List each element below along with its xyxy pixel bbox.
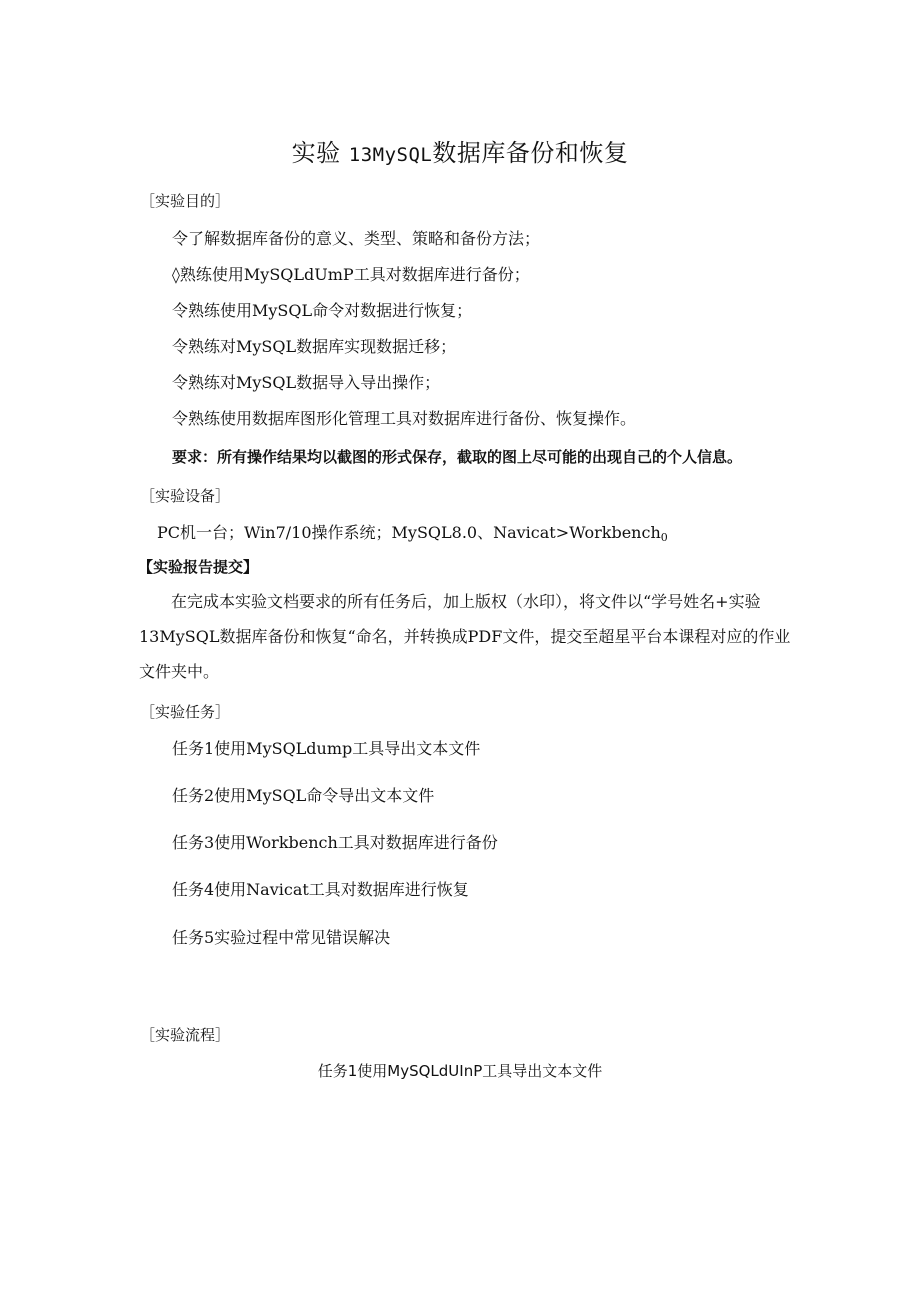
task-item: 任务3使用Workbench工具对数据库进行备份 — [172, 833, 498, 852]
report-paragraph — [139, 584, 799, 689]
title-suffix: 数据库备份和恢复 — [432, 139, 629, 167]
goal-item: 令熟练对MySQL数据导入导出操作； — [172, 373, 441, 392]
goal-item: ◊熟练使用MySQLdUmP工具对数据库进行备份； — [172, 265, 530, 284]
report-heading: 【实验报告提交】 — [138, 558, 259, 576]
goal-item: 令熟练使用数据库图形化管理工具对数据库进行备份、恢复操作。 — [172, 409, 637, 428]
goal-item: 令熟练对MySQL数据库实现数据迁移； — [172, 337, 457, 356]
process-heading: ［实验流程］ — [140, 1026, 231, 1044]
title-prefix: 实验 — [291, 139, 341, 167]
task-item: 任务1使用MySQLdump工具导出文本文件 — [172, 739, 481, 758]
process-subtitle: 任务1使用MySQLdUInP工具导出文本文件 — [317, 1062, 603, 1080]
equipment-text — [157, 520, 668, 544]
requirement-text: 要求：所有操作结果均以截图的形式保存，截取的图上尽可能的出现自己的个人信息。 — [172, 448, 743, 466]
equipment-subscript: 0 — [660, 531, 668, 544]
document-title — [0, 133, 920, 168]
task-item: 任务2使用MySQL命令导出文本文件 — [172, 786, 435, 805]
equipment-main: PC机一台；Win7/10操作系统；MySQL8.0、Navicat>Workbench — [157, 523, 661, 542]
task-item: 任务5实验过程中常见错误解决 — [172, 928, 391, 947]
equipment-heading: ［实验设备］ — [140, 487, 231, 505]
title-code: 13MySQL — [348, 144, 433, 166]
report-text: 在完成本实验文档要求的所有任务后，加上版权（水印），将文件以“学号姓名+实验13MySQL数据库备份和恢复“命名，并转换成PDF文件，提交至超星平台本课程对应的作业文件夹中。 — [139, 592, 791, 681]
goals-heading: ［实验目的］ — [140, 192, 231, 210]
tasks-heading: ［实验任务］ — [140, 703, 231, 721]
goal-item: 令熟练使用MySQL命令对数据进行恢复； — [172, 301, 473, 320]
task-item: 任务4使用Navicat工具对数据库进行恢复 — [172, 880, 469, 899]
goal-item: 令了解数据库备份的意义、类型、策略和备份方法； — [172, 229, 541, 248]
